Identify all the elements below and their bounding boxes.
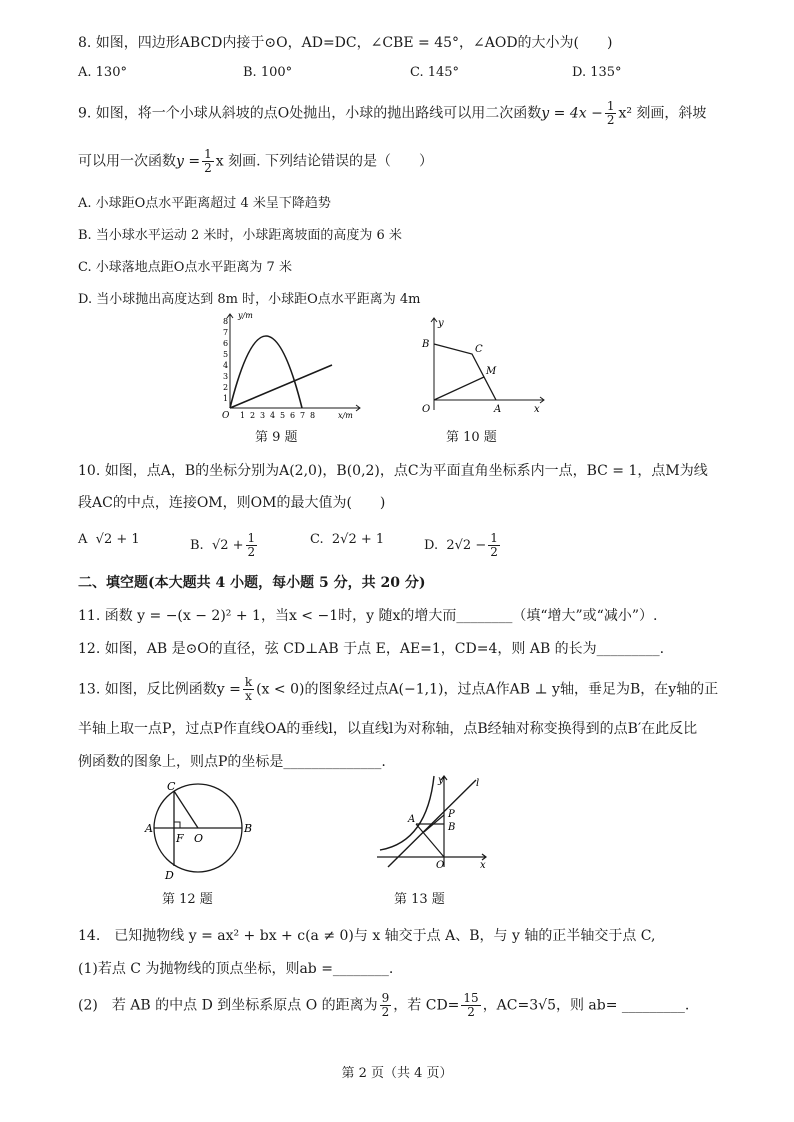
q8-option-b: B. 100° (243, 65, 293, 80)
fig10-segment-om (434, 377, 484, 400)
fig10-label-b: B (422, 339, 430, 350)
fig12-label-d: D (165, 869, 174, 882)
q14-text-c: ，AC=3√5，则 ab= _________. (482, 997, 690, 1014)
q9-option-a: A. 小球距O点水平距离超过 4 米呈下降趋势 (78, 196, 331, 211)
q14-frac2-num: 15 (463, 991, 479, 1005)
fig9-ytick: 6 (223, 339, 229, 348)
q10-option-b-label: B. (190, 538, 204, 553)
fig9-xtick: 2 (250, 411, 256, 420)
fig12-label-f: F (176, 832, 184, 845)
fig12-caption: 第 12 题 (162, 892, 213, 907)
q10-option-c-value: 2√2 + 1 (331, 532, 385, 547)
q9-option-c: C. 小球落地点距O点水平距离为 7 米 (78, 260, 292, 275)
page-footer: 第 2 页（共 4 页） (341, 1066, 453, 1081)
fig9-parabola (230, 336, 302, 408)
fig13-caption: 第 13 题 (394, 892, 445, 907)
q10-option-c (310, 532, 384, 547)
fig9-xtick: 6 (290, 411, 296, 420)
q14-line2: (1)若点 C 为抛物线的顶点坐标，则ab =________. (78, 961, 394, 977)
fig9-ytick: 5 (223, 350, 229, 359)
fig12-label-a: A (145, 822, 153, 835)
fig9-ytick: 1 (223, 394, 229, 403)
fig9-caption: 第 9 题 (255, 430, 298, 445)
q10-stem-line2: 段AC的中点，连接OM，则OM的最大值为( ) (78, 495, 386, 511)
fig10-label-o: O (422, 404, 431, 415)
q14-fraction-2 (461, 992, 480, 1019)
figure-10 (412, 312, 552, 418)
fig9-origin: O (222, 411, 230, 421)
fig9-xlabel: x/m (338, 411, 353, 420)
fig13-label-a: A (408, 814, 416, 825)
q9-stem-line2 (78, 148, 433, 175)
q10-option-a (78, 532, 140, 547)
q13-fraction (243, 676, 254, 703)
q13-line2: 半轴上取一点P，过点P作直线OA的垂线l，以直线l为对称轴，点B经轴对称变换得到的点B′在此反比 (78, 721, 698, 737)
fig13-segment-oa (416, 824, 444, 857)
figure-13 (372, 772, 492, 872)
q10-option-b-num: 1 (247, 531, 256, 545)
q13-line3: 例函数的图象上，则点P的坐标是______________. (78, 754, 386, 770)
q10-stem-line1: 10. 如图，点A，B的坐标分别为A(2,0)，B(0,2)，点C为平面直角坐标系内一点，BC = 1，点M为线 (78, 463, 708, 479)
fig13-label-p: P (448, 809, 455, 820)
q9-linear-frac-den: 2 (204, 161, 212, 175)
fig12-label-b: B (244, 822, 253, 835)
fig13-label-b: B (448, 822, 456, 833)
q9-stem2-text: 可以用一次函数 (78, 153, 176, 170)
q12: 12. 如图，AB 是⊙O的直径，弦 CD⊥AB 于点 E，AE=1，CD=4，则 AB 的长为_________. (78, 641, 665, 657)
q10-option-d-num: 1 (490, 531, 498, 545)
fig13-label-x: x (480, 860, 486, 871)
q10-option-d-label: D. (424, 538, 439, 553)
fig13-label-y: y (438, 775, 444, 786)
fig10-label-x: x (534, 404, 540, 415)
fig13-hyperbola (380, 776, 434, 850)
q11: 11. 函数 y = −(x − 2)² + 1，当x < −1时，y 随x的增大而________（填“增大”或“减小”）. (78, 608, 658, 624)
fig10-caption: 第 10 题 (446, 430, 497, 445)
q9-stem2-tail: x 刻画. 下列结论错误的是（ ） (215, 153, 433, 170)
fig12-right-angle (174, 822, 180, 828)
fig9-xtick: 5 (280, 411, 286, 420)
fig9-ytick: 7 (223, 328, 229, 337)
q10-option-a-label: A (78, 532, 88, 547)
q9-function-lhs: y = 4x − (541, 105, 603, 122)
q14-fraction-1 (380, 992, 392, 1019)
fig9-ylabel: y/m (238, 311, 253, 320)
q14-frac1-den: 2 (381, 1005, 390, 1019)
q10-option-d-fraction (488, 532, 500, 559)
fig9-xtick: 1 (240, 411, 246, 420)
q9-linear-lhs: y = (176, 153, 201, 170)
q14-frac1-num: 9 (381, 991, 390, 1005)
fig9-xtick: 7 (300, 411, 306, 420)
q10-option-b-value: √2 + (211, 538, 244, 553)
q8-option-d: D. 135° (572, 65, 622, 80)
q10-option-b-fraction (246, 532, 258, 559)
q8-stem: 8. 如图，四边形ABCD内接于⊙O，AD=DC，∠CBE = 45°，∠AOD的大小为( ) (78, 35, 613, 51)
q10-option-d-den: 2 (490, 545, 498, 559)
figure-12 (140, 776, 260, 882)
q14-line3 (78, 992, 689, 1019)
fig9-slope-line (230, 365, 332, 408)
q10-option-a-value: √2 + 1 (95, 532, 140, 547)
q13-text-a: 13. 如图，反比例函数y = (78, 681, 241, 698)
q9-fraction (605, 100, 617, 127)
fig13-label-l: l (476, 778, 480, 789)
q10-option-b (190, 532, 259, 559)
fig9-xticks (240, 411, 315, 420)
q9-linear-fraction (202, 148, 214, 175)
fig10-label-y: y (438, 318, 444, 329)
q14-line1: 14. 已知抛物线 y = ax² + bx + c(a ≠ 0)与 x 轴交于点 A、B，与 y 轴的正半轴交于点 C, (78, 928, 656, 944)
q9-frac-den: 2 (606, 113, 615, 127)
fig9-ytick: 3 (223, 372, 229, 381)
q9-option-d: D. 当小球抛出高度达到 8m 时，小球距O点水平距离为 4m (78, 292, 421, 307)
fig10-label-m: M (486, 366, 497, 377)
q9-linear-frac-num: 1 (204, 147, 212, 161)
q9-stem-text: 9. 如图，将一个小球从斜坡的点O处抛出，小球的抛出路线可以用二次函数 (78, 105, 542, 122)
q14-text-b: ，若 CD= (393, 997, 460, 1014)
q9-option-b: B. 当小球水平运动 2 米时，小球距离坡面的高度为 6 米 (78, 228, 402, 243)
q10-option-d-value: 2√2 − (446, 538, 487, 553)
fig13-label-o: O (436, 860, 445, 871)
fig9-yticks (223, 317, 228, 403)
q14-frac2-den: 2 (467, 1005, 475, 1019)
q10-option-d (424, 532, 502, 559)
q10-option-b-den: 2 (247, 545, 256, 559)
fig9-ytick: 2 (223, 383, 229, 392)
q13-text-b: (x < 0)的图象经过点A(−1,1)，过点A作AB ⊥ y轴，垂足为B，在y轴的正 (256, 681, 719, 698)
fig9-xtick: 3 (260, 411, 266, 420)
fig9-xtick: 4 (270, 411, 276, 420)
q8-option-a: A. 130° (78, 65, 127, 80)
fig10-label-a: A (494, 404, 502, 415)
q9-stem-tail: x² 刻画，斜坡 (618, 105, 707, 122)
fig12-label-c: C (167, 780, 176, 793)
q9-frac-num: 1 (606, 99, 615, 113)
q8-option-c: C. 145° (410, 65, 460, 80)
fig9-xtick: 8 (310, 411, 316, 420)
fig9-ytick: 8 (223, 317, 229, 326)
q13-frac-den: x (245, 689, 252, 703)
q14-text-a: (2) 若 AB 的中点 D 到坐标系原点 O 的距离为 (78, 997, 378, 1014)
q10-option-c-label: C. (310, 532, 324, 547)
fig12-label-o: O (194, 832, 204, 845)
q9-stem-line1 (78, 100, 706, 127)
figure-9 (218, 308, 366, 423)
fig10-label-c: C (475, 344, 483, 355)
fig9-ytick: 4 (223, 361, 229, 370)
section-heading-fill-in: 二、填空题(本大题共 4 小题，每小题 5 分，共 20 分) (78, 575, 426, 591)
q13-line1 (78, 676, 718, 703)
q13-frac-num: k (244, 675, 253, 689)
